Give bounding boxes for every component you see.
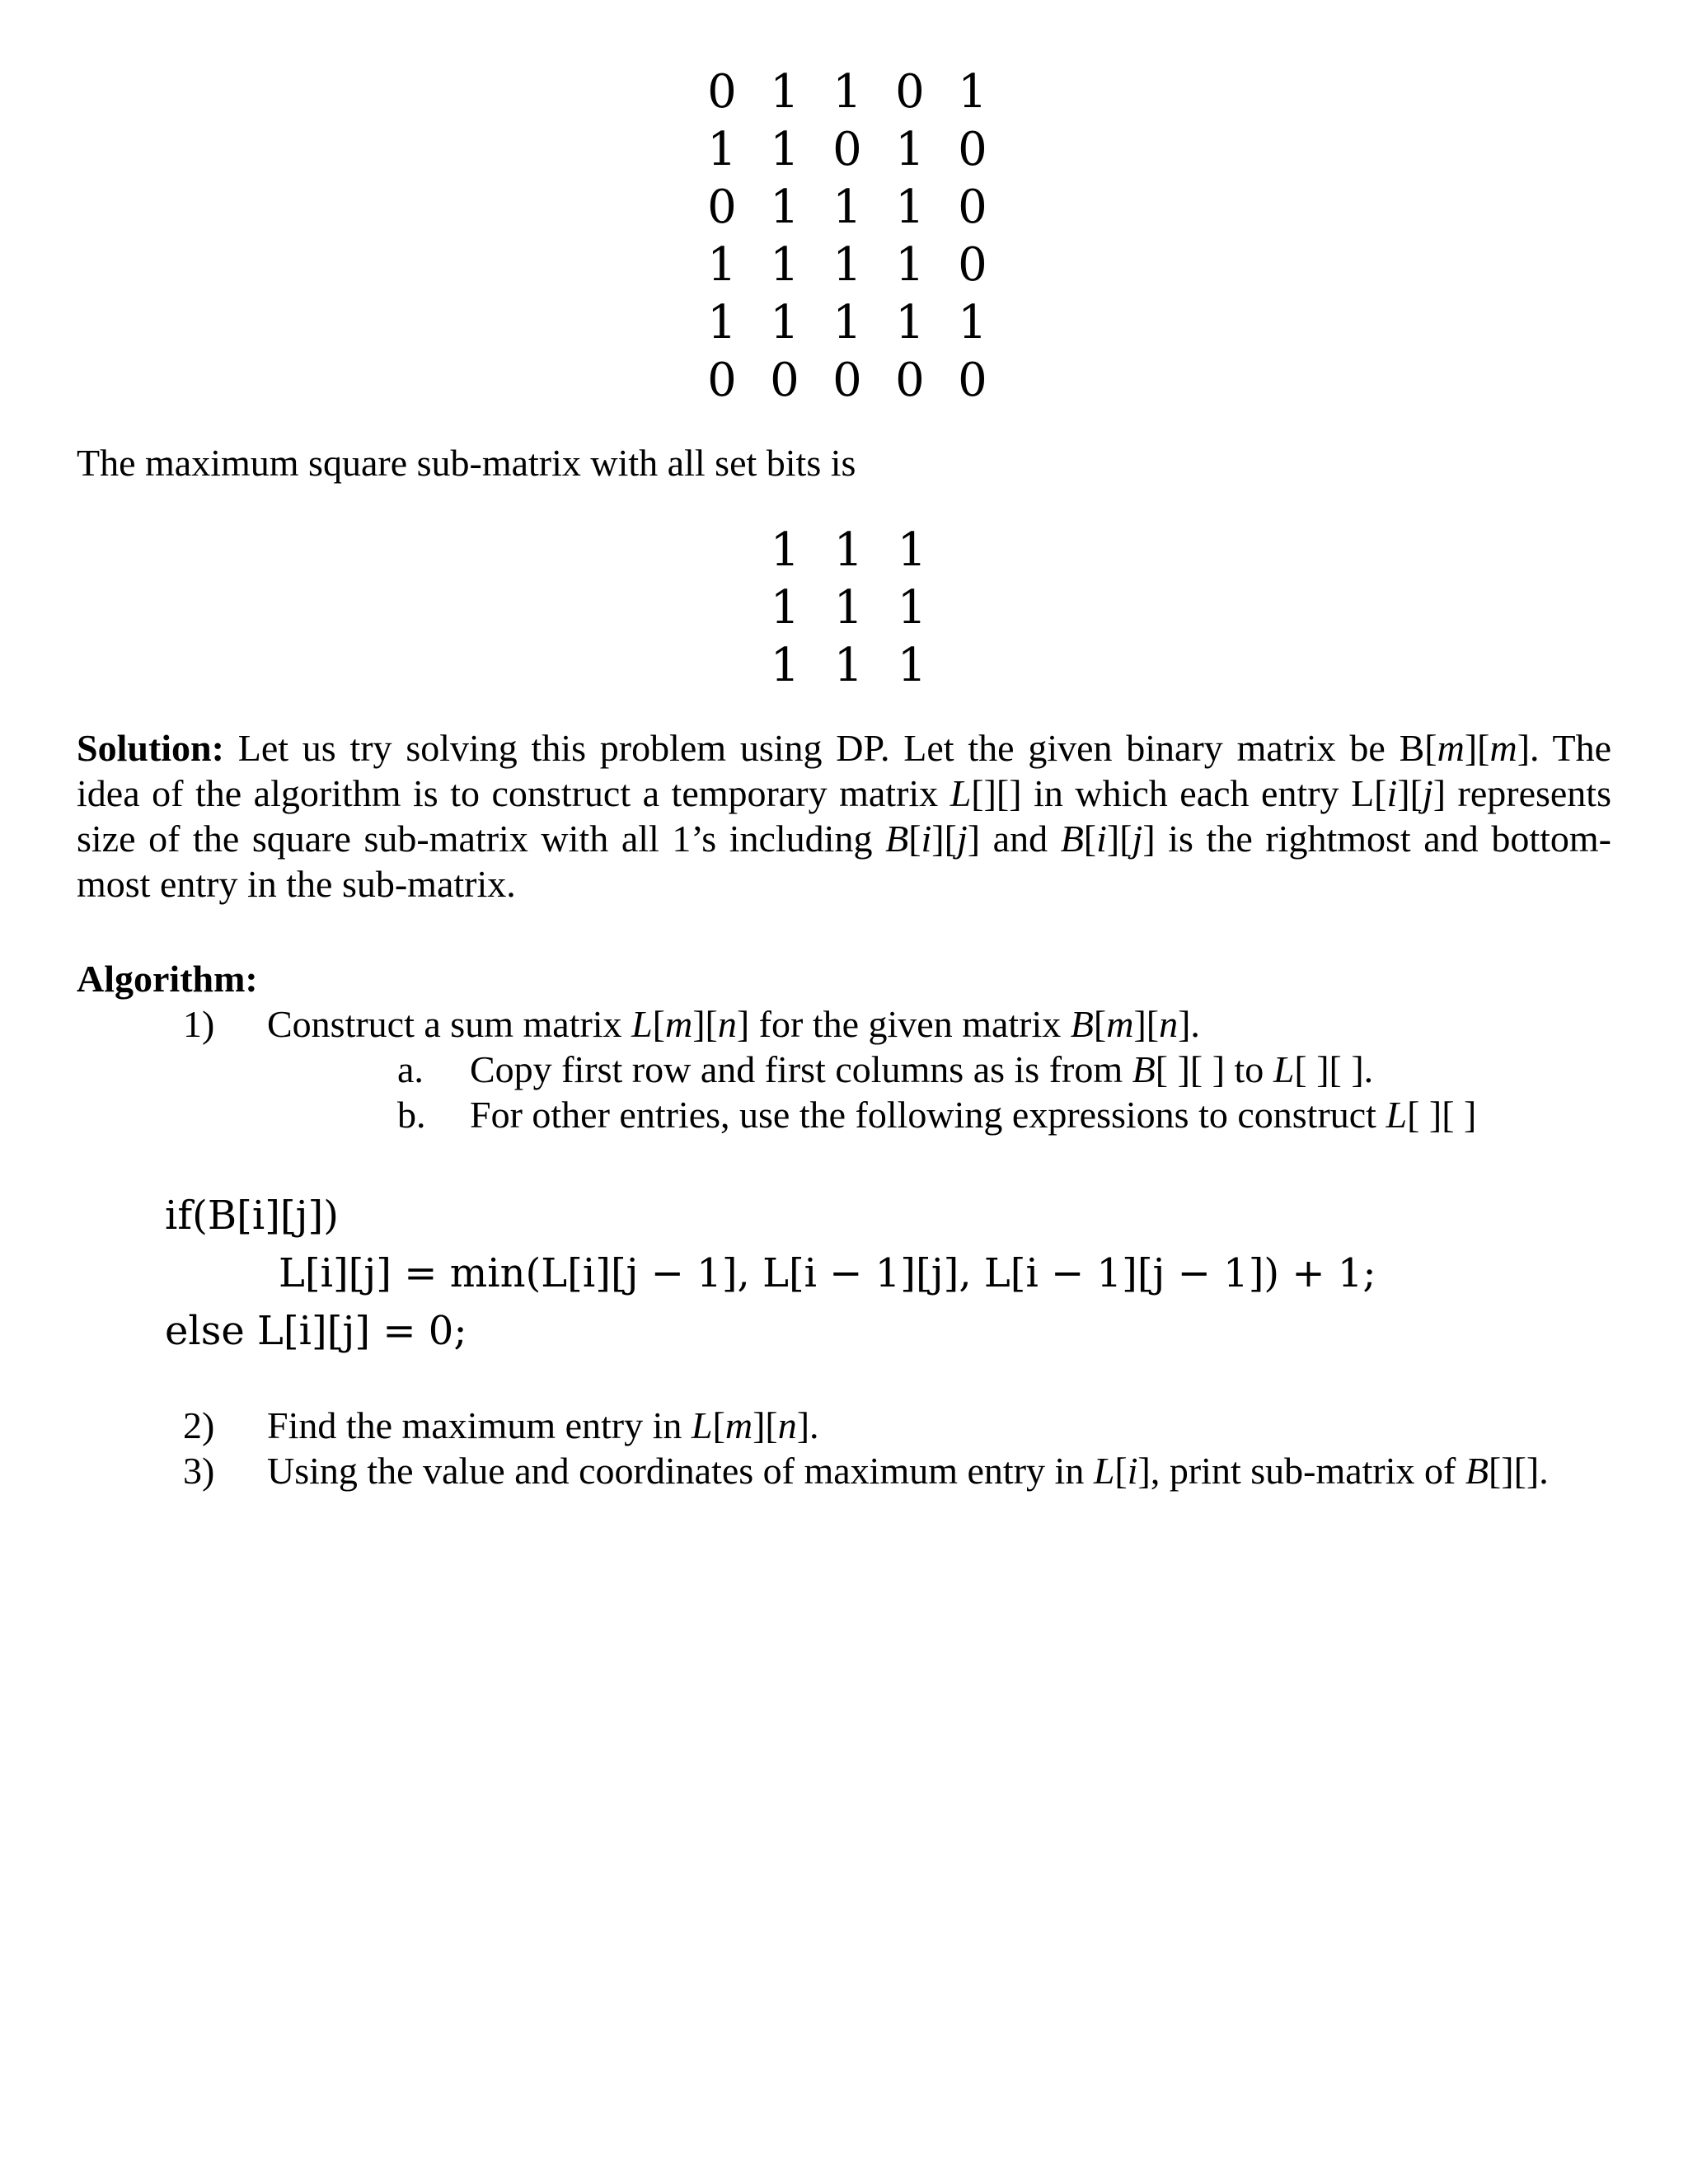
matrix-cell: 0 [895,354,925,407]
formula-recurrence: L[i][j] = min(L[i][j − 1], L[i − 1][j], L[i − 1][j − 1]) + 1; [279,1250,1376,1296]
matrix-row [691,121,1004,179]
matrix-cell: 1 [770,65,799,119]
matrix-cell: 1 [897,581,927,635]
matrix-cell: 0 [958,180,987,234]
solution-paragraph: Solution: Let us try solving this problem using DP. Let the given binary matrix be B[m][m]. The idea of the algorithm is to construct a temporary matrix L[][] in which each entry L[i][j] represents size of the square sub-matrix with all 1’s including B[i][j] and B[i][j] is the rightmost and bottom-most entry in the sub-matrix. [77,727,1611,905]
matrix-cell: 1 [958,296,987,349]
matrix-cell: 0 [707,65,737,119]
matrix-cell: 0 [895,65,925,119]
matrix-cell: 1 [707,238,737,292]
matrix-cell: 0 [958,354,987,407]
step-number: 3) [183,1450,215,1492]
formula-condition: if(B[i][j]) [165,1193,339,1239]
formula-else: else L[i][j] = 0; [165,1308,467,1354]
problem-statement: The maximum square sub-matrix with all set bits is [77,442,856,484]
matrix-cell: 1 [832,296,862,349]
matrix-cell: 1 [707,296,737,349]
step-text: Using the value and coordinates of maximum entry in L[i], print sub-matrix of B[][]. [267,1450,1549,1492]
substep-text: Copy first row and first columns as is from B[ ][ ] to L[ ][ ]. [470,1048,1374,1090]
matrix-cell: 1 [832,238,862,292]
step-number: 2) [183,1404,215,1446]
matrix-cell: 1 [770,180,799,234]
matrix-cell: 0 [832,123,862,176]
matrix-row [753,579,944,637]
step-number: 1) [183,1003,215,1045]
matrix-cell: 0 [707,180,737,234]
matrix-row [691,352,1004,410]
matrix-row [753,522,944,579]
substep-label: b. [397,1094,426,1136]
matrix-cell: 1 [832,180,862,234]
matrix-row [691,63,1004,121]
algorithm-heading: Algorithm: [77,958,258,1000]
matrix-cell: 1 [895,238,925,292]
matrix-row [691,237,1004,294]
binary-matrix [691,63,1004,410]
matrix-cell: 1 [707,123,737,176]
matrix-cell: 1 [895,180,925,234]
matrix-cell: 1 [897,523,927,577]
matrix-cell: 1 [770,581,800,635]
matrix-cell: 1 [770,123,799,176]
matrix-cell: 1 [770,296,799,349]
substep-label: a. [397,1048,424,1090]
matrix-cell: 1 [770,238,799,292]
matrix-cell: 0 [958,238,987,292]
matrix-row [753,637,944,695]
matrix-cell: 1 [770,639,800,692]
matrix-cell: 1 [958,65,987,119]
step-text: Find the maximum entry in L[m][n]. [267,1404,819,1446]
matrix-cell: 0 [770,354,799,407]
matrix-cell: 1 [833,581,864,635]
matrix-cell: 1 [832,65,862,119]
solution-label: Solution: [77,727,224,769]
substep-text: For other entries, use the following expressions to construct L[ ][ ] [470,1094,1477,1136]
matrix-cell: 0 [958,123,987,176]
matrix-cell: 1 [833,523,864,577]
step-text: Construct a sum matrix L[m][n] for the given matrix B[m][n]. [267,1003,1200,1045]
matrix-cell: 1 [897,639,927,692]
matrix-row [691,179,1004,237]
matrix-cell: 0 [707,354,737,407]
matrix-cell: 1 [895,123,925,176]
matrix-cell: 1 [833,639,864,692]
matrix-cell: 1 [895,296,925,349]
matrix-cell: 1 [770,523,800,577]
matrix-cell: 0 [832,354,862,407]
result-sub-matrix [753,522,944,695]
matrix-row [691,294,1004,352]
